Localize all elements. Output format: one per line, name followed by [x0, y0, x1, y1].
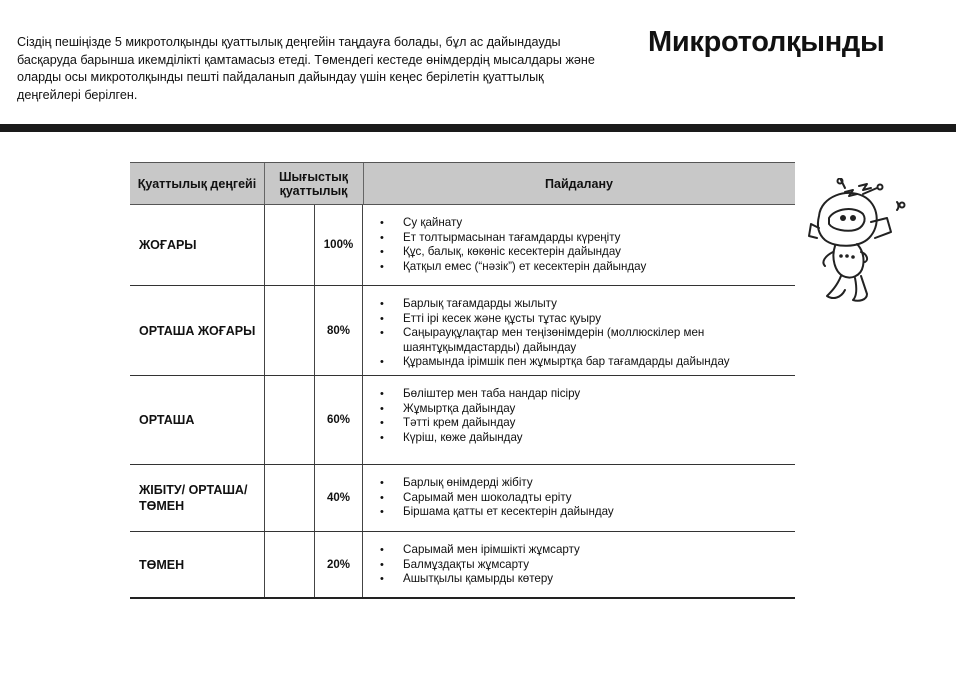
usage-cell	[363, 286, 795, 375]
power-level-label: ОРТАША	[139, 413, 195, 427]
usage-item: • Сарымай мен шоколадты еріту	[380, 490, 572, 504]
header-power-level: Қуаттылық деңгейі	[130, 163, 265, 204]
table-row	[130, 376, 795, 465]
table-row	[130, 286, 795, 376]
usage-item: • Бөліштер мен таба нандар пісіру	[380, 387, 581, 400]
usage-item: • Барлық тағамдарды жылыту	[380, 297, 557, 310]
usage-cell	[363, 465, 795, 531]
usage-item: • Барлық өнімдерді жібіту	[380, 476, 533, 489]
usage-cell	[363, 532, 795, 597]
mascot-illustration	[805, 178, 910, 308]
usage-item: • Күріш, көже дайындау	[380, 430, 523, 444]
power-level-label: ТӨМЕН	[139, 557, 185, 572]
usage-item: • Су қайнату	[380, 216, 463, 229]
usage-item: • Ашытқылы қамырды көтеру	[380, 572, 553, 586]
table-header	[130, 162, 795, 205]
usage-item: • Қатқыл емес (“нәзік”) ет кесектерін дайындау	[380, 259, 647, 273]
header-output-power: Шығыстық қуаттылық	[264, 163, 364, 204]
header-rule	[0, 124, 956, 132]
usage-item: • Сарымай мен ірімшікті жұмсарту	[380, 543, 580, 556]
intro-paragraph: Сіздің пешіңізде 5 микротолқынды қуаттылық деңгейін таңдауға болады, бұл ас дайындауды басқаруда барынша икемділікті қамтамасыз етеді. Төмендегі кестеде өнімдердің мысалдары және оларды осы микротолқынды пешті пайдаланып дайындау үшін кеңес берілетін қуаттылық деңгейлері берілген.	[17, 35, 595, 102]
usage-item: • Балмұздақты жұмсарту	[380, 557, 529, 571]
usage-cell	[363, 376, 795, 464]
usage-item: • Ет толтырмасынан тағамдарды күреңіту	[380, 230, 621, 244]
power-percent: 40%	[314, 465, 363, 531]
usage-item: • Біршама қатты ет кесектерін дайындау	[380, 505, 614, 519]
power-level-table	[130, 162, 795, 599]
usage-item: • Етті ірі кесек және құсты тұтас қуыру	[380, 311, 602, 325]
power-level-label: ОРТАША ЖОҒАРЫ	[139, 323, 256, 338]
usage-item: • Құрамында ірімшік пен жұмыртқа бар тағамдарды дайындау	[380, 355, 730, 369]
usage-item: • Саңырауқұлақтар мен теңізөнімдерін (моллюскілер мен шаянтұқымдастарды) дайындау	[380, 326, 705, 354]
usage-item: • Жұмыртқа дайындау	[380, 401, 516, 415]
power-percent: 20%	[314, 532, 363, 597]
power-level-label: ЖІБІТУ/ ОРТАША/ТӨМЕН	[139, 483, 248, 513]
usage-cell	[363, 205, 795, 285]
usage-item: • Құс, балық, көкөніс кесектерін дайындау	[380, 245, 621, 259]
usage-item: • Тәтті крем дайындау	[380, 416, 516, 430]
table-row	[130, 465, 795, 532]
page-title: Микротолқынды	[648, 26, 885, 58]
power-percent: 100%	[314, 205, 363, 285]
table-row	[130, 532, 795, 599]
power-percent: 80%	[314, 286, 363, 375]
power-percent: 60%	[314, 376, 363, 464]
power-level-label: ЖОҒАРЫ	[139, 238, 197, 252]
table-row	[130, 205, 795, 286]
header-usage: Пайдалану	[545, 176, 613, 191]
